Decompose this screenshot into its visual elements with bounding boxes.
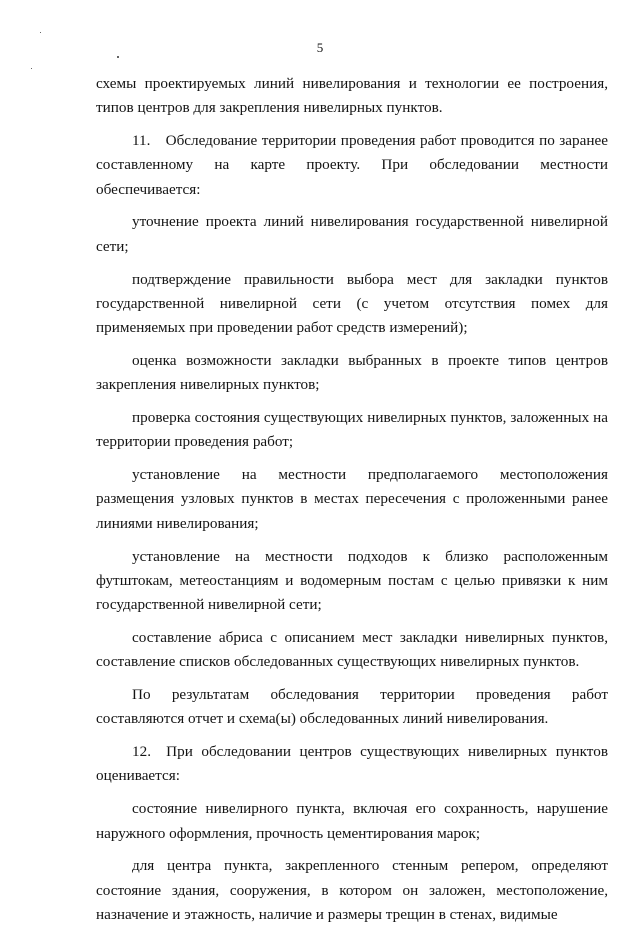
paragraph: 12. При обследовании центров существующих нивелирных пунктов оценивается:: [96, 743, 608, 785]
paragraph: состояние нивелирного пункта, включая его сохранность, нарушение наружного оформления, прочность цементирования марок;: [96, 800, 608, 842]
paragraph: установление на местности предполагаемого местоположения размещения узловых пунктов в местах пересечения с проложенными ранее линиями нивелирования;: [96, 466, 608, 532]
paragraph: подтверждение правильности выбора мест для закладки пунктов государственной нивелирной сети (с учетом отсутствия помех для применяемых при проведении работ средств измерений);: [96, 270, 608, 337]
paragraph: для центра пункта, закрепленного стенным репером, определяют состояние здания, сооружения, в котором он заложен, местоположение, назначение и этажность, наличие и размеры трещин в стенах, видимые: [96, 857, 608, 923]
scan-artifact: [31, 68, 32, 69]
paragraph: установление на местности подходов к близко расположенным футштокам, метеостанциям и водомерным постам с целью привязки к ним государственной нивелирной сети;: [96, 547, 608, 614]
scan-artifact: [117, 56, 119, 58]
paragraph: проверка состояния существующих нивелирных пунктов, заложенных на территории проведения работ;: [96, 409, 608, 451]
scan-artifact: [40, 32, 41, 33]
paragraph: 11. Обследование территории проведения работ проводится по заранее составленному на карте проекту. При обследовании местности обеспечивается:: [96, 132, 608, 198]
document-body: [96, 72, 608, 936]
paragraph: составление абриса с описанием мест закладки нивелирных пунктов, составление списков обследованных существующих нивелирных пунктов.: [96, 628, 608, 671]
paragraph: уточнение проекта линий нивелирования государственной нивелирной сети;: [96, 213, 608, 255]
page-number: 5: [316, 40, 324, 55]
paragraph: По результатам обследования территории проведения работ составляются отчет и схема(ы) обследованных линий нивелирования.: [96, 686, 608, 728]
paragraph: оценка возможности закладки выбранных в проекте типов центров закрепления нивелирных пунктов;: [96, 351, 608, 394]
paragraph: схемы проектируемых линий нивелирования и технологии ее построения, типов центров для закрепления нивелирных пунктов.: [96, 75, 608, 117]
